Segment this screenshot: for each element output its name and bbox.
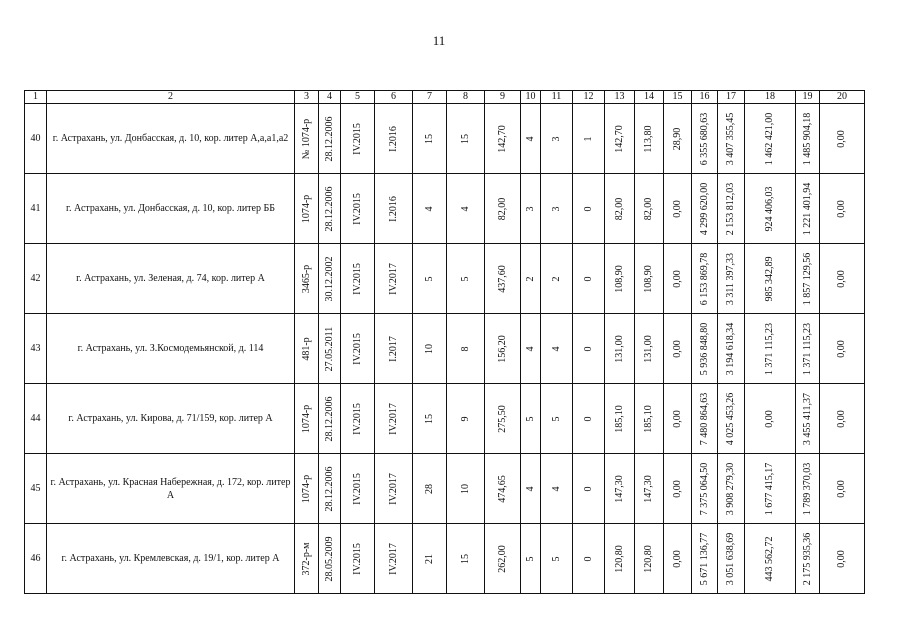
cell-value: 0,00 [836, 129, 847, 148]
cell-c9 [485, 104, 521, 174]
cell-value: 1 677 415,17 [764, 462, 775, 515]
cell-value: 0,00 [836, 549, 847, 568]
cell-c11 [541, 314, 573, 384]
cell-c7 [413, 244, 447, 314]
cell-c15 [664, 104, 692, 174]
cell-value: 924 406,03 [764, 186, 775, 231]
cell-value: IV.2015 [351, 192, 363, 225]
col-header: 3 [295, 91, 319, 104]
cell-c8 [447, 384, 485, 454]
row-number: 43 [25, 314, 47, 384]
cell-value: 108,90 [613, 264, 625, 293]
cell-value: 5 [423, 276, 435, 281]
cell-c19 [796, 524, 820, 594]
cell-c11 [541, 384, 573, 454]
cell-c6 [375, 104, 413, 174]
table-row [25, 524, 865, 594]
cell-value: 1 485 904,18 [801, 112, 813, 165]
cell-value: 0,00 [671, 199, 683, 218]
cell-c12 [573, 244, 605, 314]
cell-c10 [521, 524, 541, 594]
cell-c3 [295, 244, 319, 314]
cell-c3 [295, 524, 319, 594]
cell-c20 [820, 454, 865, 524]
cell-value: 443 562,72 [764, 536, 775, 581]
cell-c17 [718, 384, 745, 454]
cell-value: 5 [459, 276, 471, 281]
cell-c12 [573, 174, 605, 244]
table-row [25, 384, 865, 454]
col-header: 6 [375, 91, 413, 104]
cell-c13 [605, 314, 635, 384]
table-row [25, 244, 865, 314]
cell-value: 28,90 [671, 127, 683, 150]
table-row [25, 454, 865, 524]
table-body [25, 91, 865, 594]
cell-c18 [745, 454, 796, 524]
cell-value: 28.12.2006 [323, 116, 335, 161]
cell-value: 3 [550, 206, 562, 211]
cell-c19 [796, 314, 820, 384]
cell-value: 15 [423, 133, 435, 144]
cell-c4 [319, 384, 341, 454]
row-number: 44 [25, 384, 47, 454]
cell-value: 3 311 397,33 [725, 252, 736, 305]
address-cell: г. Астрахань, ул. З.Космодемьянской, д. 114 [47, 314, 295, 384]
cell-value: 1 [582, 136, 594, 141]
address-cell: г. Астрахань, ул. Кирова, д. 71/159, кор. литер А [47, 384, 295, 454]
row-number: 40 [25, 104, 47, 174]
cell-c7 [413, 314, 447, 384]
col-header: 16 [692, 91, 718, 104]
cell-c5 [341, 454, 375, 524]
cell-value: 5 [550, 556, 562, 561]
col-header: 8 [447, 91, 485, 104]
header-row [25, 91, 865, 104]
cell-c3 [295, 174, 319, 244]
cell-value: 0 [582, 416, 594, 421]
cell-value: 147,30 [613, 474, 625, 503]
cell-c10 [521, 104, 541, 174]
cell-c19 [796, 454, 820, 524]
cell-value: 5 [550, 416, 562, 421]
row-number: 45 [25, 454, 47, 524]
cell-value: 131,00 [643, 334, 654, 363]
cell-c5 [341, 314, 375, 384]
cell-value: 4 [524, 136, 536, 141]
cell-c9 [485, 384, 521, 454]
cell-value: 82,00 [613, 197, 625, 220]
cell-c7 [413, 384, 447, 454]
cell-c7 [413, 174, 447, 244]
cell-value: 28.05.2009 [323, 536, 335, 581]
cell-value: 6 153 869,78 [698, 252, 710, 305]
cell-value: 2 [550, 276, 562, 281]
cell-value: IV.2015 [351, 472, 363, 505]
cell-c12 [573, 454, 605, 524]
cell-c18 [745, 384, 796, 454]
cell-c6 [375, 244, 413, 314]
cell-c13 [605, 454, 635, 524]
cell-value: IV.2017 [387, 542, 399, 575]
cell-c17 [718, 454, 745, 524]
cell-value: 1 371 115,23 [801, 322, 813, 375]
cell-c9 [485, 314, 521, 384]
cell-value: 0,00 [671, 479, 683, 498]
address-cell: г. Астрахань, ул. Кремлевская, д. 19/1, кор. литер А [47, 524, 295, 594]
cell-c8 [447, 104, 485, 174]
cell-value: 372-р-м [300, 542, 312, 575]
cell-c16 [692, 104, 718, 174]
cell-value: 275,50 [496, 404, 508, 433]
cell-value: 481-р [300, 336, 312, 361]
cell-value: 4 [524, 486, 536, 491]
cell-c3 [295, 454, 319, 524]
cell-value: 985 342,89 [764, 256, 775, 301]
cell-c17 [718, 244, 745, 314]
cell-value: 4 [524, 346, 536, 351]
cell-c20 [820, 524, 865, 594]
cell-value: 5 [524, 556, 536, 561]
cell-value: 4 025 453,26 [725, 392, 736, 445]
cell-value: 15 [459, 133, 471, 144]
cell-c15 [664, 384, 692, 454]
cell-value: 82,00 [496, 197, 508, 220]
cell-value: 15 [459, 553, 471, 564]
cell-c7 [413, 524, 447, 594]
cell-value: 1 462 421,00 [764, 112, 775, 165]
housing-table [24, 90, 865, 594]
cell-c16 [692, 524, 718, 594]
cell-value: 0 [582, 556, 594, 561]
cell-value: IV.2015 [351, 542, 363, 575]
cell-c19 [796, 104, 820, 174]
cell-c6 [375, 384, 413, 454]
cell-value: 9 [459, 416, 471, 421]
cell-c9 [485, 524, 521, 594]
row-number: 41 [25, 174, 47, 244]
cell-c16 [692, 174, 718, 244]
cell-c11 [541, 454, 573, 524]
cell-c18 [745, 104, 796, 174]
col-header: 15 [664, 91, 692, 104]
cell-value: 21 [423, 553, 435, 564]
col-header: 12 [573, 91, 605, 104]
col-header: 18 [745, 91, 796, 104]
cell-c8 [447, 454, 485, 524]
cell-value: 28 [423, 483, 435, 494]
cell-value: IV.2017 [387, 402, 399, 435]
cell-value: 0,00 [671, 549, 683, 568]
cell-c10 [521, 384, 541, 454]
cell-c14 [635, 454, 664, 524]
cell-value: 5 936 848,80 [698, 322, 710, 375]
cell-c5 [341, 174, 375, 244]
cell-c5 [341, 524, 375, 594]
cell-value: 0 [582, 486, 594, 491]
cell-c18 [745, 524, 796, 594]
cell-value: 4 [423, 206, 435, 211]
cell-value: IV.2017 [387, 262, 399, 295]
cell-value: 0 [582, 346, 594, 351]
col-header: 9 [485, 91, 521, 104]
page-number: 11 [432, 33, 446, 48]
cell-value: 82,00 [643, 197, 654, 220]
cell-value: I.2016 [387, 195, 399, 222]
cell-c15 [664, 454, 692, 524]
cell-c7 [413, 454, 447, 524]
cell-value: 156,20 [496, 334, 508, 363]
cell-value: 7 375 064,50 [698, 462, 710, 515]
col-header: 17 [718, 91, 745, 104]
cell-c11 [541, 524, 573, 594]
cell-value: 1 789 370,03 [801, 462, 813, 515]
cell-c12 [573, 104, 605, 174]
cell-c15 [664, 174, 692, 244]
address-cell: г. Астрахань, ул. Донбасская, д. 10, кор. литер А,а,а1,а2 [47, 104, 295, 174]
cell-c13 [605, 104, 635, 174]
cell-value: 0,00 [836, 479, 847, 498]
cell-value: 4 [459, 206, 471, 211]
cell-value: 10 [423, 343, 435, 354]
cell-value: 185,10 [643, 404, 654, 433]
cell-c3 [295, 384, 319, 454]
cell-c15 [664, 314, 692, 384]
cell-c12 [573, 524, 605, 594]
cell-value: IV.2015 [351, 262, 363, 295]
col-header: 11 [541, 91, 573, 104]
col-header: 20 [820, 91, 865, 104]
cell-c5 [341, 104, 375, 174]
cell-value: 28.12.2006 [323, 466, 335, 511]
cell-c6 [375, 174, 413, 244]
cell-c4 [319, 454, 341, 524]
cell-value: 1 371 115,23 [764, 322, 775, 375]
cell-c4 [319, 244, 341, 314]
cell-value: 262,00 [496, 544, 508, 573]
cell-c17 [718, 524, 745, 594]
cell-c8 [447, 244, 485, 314]
cell-value: 437,60 [496, 264, 508, 293]
cell-c14 [635, 174, 664, 244]
cell-c4 [319, 104, 341, 174]
cell-value: 0,00 [671, 409, 683, 428]
cell-c4 [319, 314, 341, 384]
cell-c13 [605, 244, 635, 314]
cell-c14 [635, 244, 664, 314]
cell-c19 [796, 384, 820, 454]
cell-c15 [664, 524, 692, 594]
cell-c3 [295, 314, 319, 384]
cell-value: 4 299 620,00 [698, 182, 710, 235]
cell-value: I.2017 [387, 335, 399, 362]
cell-value: 474,65 [496, 474, 508, 503]
address-cell: г. Астрахань, ул. Красная Набережная, д. 172, кор. литер А [47, 454, 295, 524]
cell-c10 [521, 314, 541, 384]
cell-c10 [521, 244, 541, 314]
cell-c6 [375, 524, 413, 594]
cell-value: IV.2015 [351, 122, 363, 155]
cell-value: 3 [524, 206, 536, 211]
cell-c7 [413, 104, 447, 174]
cell-value: 8 [459, 346, 471, 351]
table-row [25, 174, 865, 244]
cell-c9 [485, 454, 521, 524]
col-header: 19 [796, 91, 820, 104]
cell-value: 1074-р [300, 194, 312, 223]
col-header: 5 [341, 91, 375, 104]
cell-c20 [820, 384, 865, 454]
cell-c13 [605, 174, 635, 244]
cell-c8 [447, 174, 485, 244]
cell-value: 6 355 680,63 [698, 112, 710, 165]
cell-c6 [375, 454, 413, 524]
cell-value: 3 908 279,30 [725, 462, 736, 515]
col-header: 4 [319, 91, 341, 104]
col-header: 13 [605, 91, 635, 104]
cell-c12 [573, 384, 605, 454]
cell-value: 3 455 411,37 [801, 392, 813, 445]
cell-value: 15 [423, 413, 435, 424]
cell-c11 [541, 104, 573, 174]
col-header: 14 [635, 91, 664, 104]
cell-c17 [718, 314, 745, 384]
cell-value: 4 [550, 346, 562, 351]
cell-value: IV.2017 [387, 472, 399, 505]
cell-value: 142,70 [496, 124, 508, 153]
cell-value: IV.2015 [351, 332, 363, 365]
cell-value: 120,80 [613, 544, 625, 573]
col-header: 1 [25, 91, 47, 104]
cell-value: 108,90 [643, 264, 654, 293]
cell-c12 [573, 314, 605, 384]
cell-value: 3 407 355,45 [725, 112, 736, 165]
cell-c14 [635, 314, 664, 384]
cell-value: 0,00 [671, 269, 683, 288]
cell-c10 [521, 454, 541, 524]
row-number: 46 [25, 524, 47, 594]
cell-c16 [692, 384, 718, 454]
cell-c20 [820, 314, 865, 384]
cell-c15 [664, 244, 692, 314]
cell-c6 [375, 314, 413, 384]
cell-c8 [447, 524, 485, 594]
cell-value: 28.12.2006 [323, 186, 335, 231]
cell-c20 [820, 174, 865, 244]
cell-c9 [485, 244, 521, 314]
cell-value: № 1074-р [300, 118, 312, 159]
cell-c14 [635, 384, 664, 454]
cell-value: 2 153 812,03 [725, 182, 736, 235]
cell-c5 [341, 244, 375, 314]
cell-c17 [718, 104, 745, 174]
address-cell: г. Астрахань, ул. Донбасская, д. 10, кор. литер ББ [47, 174, 295, 244]
cell-value: 131,00 [613, 334, 625, 363]
cell-value: 1 857 129,56 [801, 252, 813, 305]
cell-value: 3 194 618,34 [725, 322, 736, 375]
cell-value: 0,00 [836, 269, 847, 288]
cell-c13 [605, 384, 635, 454]
col-header: 7 [413, 91, 447, 104]
cell-c11 [541, 244, 573, 314]
cell-value: IV.2015 [351, 402, 363, 435]
cell-value: 4 [550, 486, 562, 491]
cell-value: 0 [582, 276, 594, 281]
col-header: 10 [521, 91, 541, 104]
cell-value: 3 [550, 136, 562, 141]
cell-value: 30.12.2002 [323, 256, 335, 301]
cell-value: 3 051 638,69 [725, 532, 736, 585]
cell-value: 0,00 [836, 409, 847, 428]
cell-value: 142,70 [613, 124, 625, 153]
cell-value: 0 [582, 206, 594, 211]
cell-value: 5 [524, 416, 536, 421]
cell-c14 [635, 104, 664, 174]
cell-value: 113,80 [643, 124, 654, 153]
cell-c4 [319, 174, 341, 244]
cell-c17 [718, 174, 745, 244]
cell-value: 7 480 864,63 [698, 392, 710, 445]
cell-value: 1 221 401,94 [801, 182, 813, 235]
cell-c11 [541, 174, 573, 244]
cell-c16 [692, 244, 718, 314]
table-row [25, 104, 865, 174]
cell-value: 1074-р [300, 404, 312, 433]
cell-value: I.2016 [387, 125, 399, 152]
cell-c10 [521, 174, 541, 244]
cell-value: 0,00 [836, 199, 847, 218]
cell-value: 1074-р [300, 474, 312, 503]
cell-c20 [820, 244, 865, 314]
cell-c8 [447, 314, 485, 384]
cell-c4 [319, 524, 341, 594]
cell-value: 2 175 935,36 [801, 532, 813, 585]
cell-c19 [796, 174, 820, 244]
cell-c3 [295, 104, 319, 174]
cell-c20 [820, 104, 865, 174]
cell-c16 [692, 454, 718, 524]
col-header: 2 [47, 91, 295, 104]
cell-value: 185,10 [613, 404, 625, 433]
cell-c19 [796, 244, 820, 314]
cell-c18 [745, 174, 796, 244]
cell-value: 2 [524, 276, 536, 281]
cell-value: 120,80 [643, 544, 654, 573]
address-cell: г. Астрахань, ул. Зеленая, д. 74, кор. литер А [47, 244, 295, 314]
table-row [25, 314, 865, 384]
cell-value: 0,00 [671, 339, 683, 358]
cell-value: 28.12.2006 [323, 396, 335, 441]
cell-c9 [485, 174, 521, 244]
cell-c13 [605, 524, 635, 594]
row-number: 42 [25, 244, 47, 314]
cell-c18 [745, 314, 796, 384]
cell-value: 3465-р [300, 264, 312, 293]
cell-c5 [341, 384, 375, 454]
cell-c14 [635, 524, 664, 594]
cell-value: 10 [459, 483, 471, 494]
cell-c18 [745, 244, 796, 314]
cell-value: 5 671 136,77 [698, 532, 710, 585]
cell-value: 0,00 [836, 339, 847, 358]
cell-c16 [692, 314, 718, 384]
cell-value: 0,00 [764, 409, 775, 428]
cell-value: 147,30 [643, 474, 654, 503]
cell-value: 27.05.2011 [323, 326, 335, 371]
